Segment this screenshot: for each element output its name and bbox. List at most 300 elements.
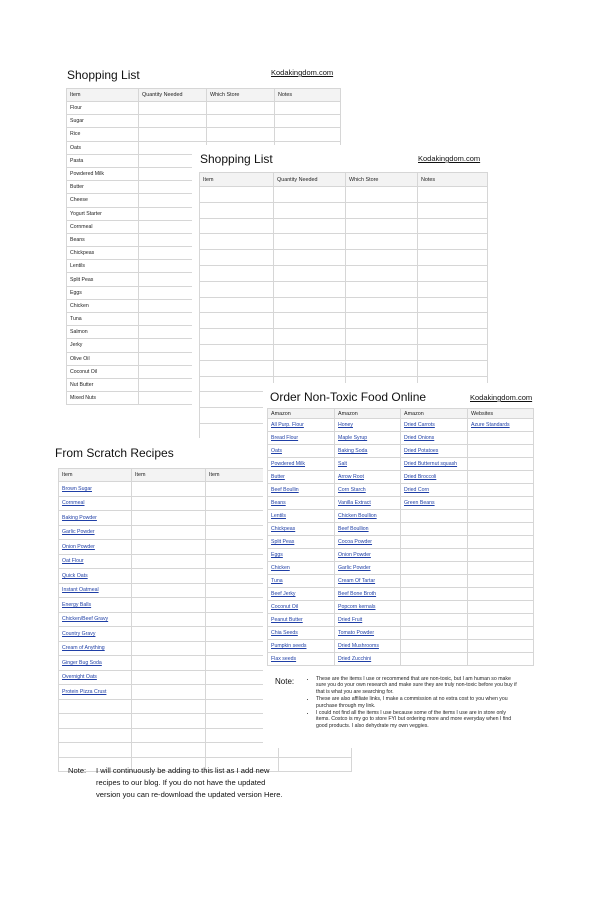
item-cell: Coconut Oil xyxy=(67,365,139,378)
item-cell: Split Peas xyxy=(67,273,139,286)
table-row xyxy=(268,432,534,445)
empty-cell xyxy=(275,128,341,141)
brand-link-2[interactable]: Kodakingdom.com xyxy=(418,154,481,163)
column-header: Amazon xyxy=(268,409,335,419)
table-row xyxy=(200,218,488,234)
empty-cell xyxy=(346,265,418,281)
product-link-cell-link[interactable]: Dried Corn xyxy=(404,487,430,493)
empty-cell xyxy=(418,344,488,360)
product-link-cell-link[interactable]: Baking Soda xyxy=(338,448,368,454)
empty-cell xyxy=(468,432,534,445)
product-link-cell-link[interactable]: Dried Onions xyxy=(404,435,435,441)
empty-cell xyxy=(200,360,274,376)
product-link-cell-link[interactable]: Corn Starch xyxy=(338,487,366,493)
empty-cell xyxy=(132,656,206,671)
product-link-cell[interactable] xyxy=(268,523,335,536)
product-link-cell-link[interactable]: Onion Powder xyxy=(338,552,371,558)
empty-cell xyxy=(418,202,488,218)
item-cell: Mixed Nuts xyxy=(67,392,139,405)
table-row xyxy=(268,484,534,497)
empty-cell xyxy=(274,250,346,266)
empty-cell xyxy=(468,640,534,653)
product-link-cell[interactable] xyxy=(268,653,335,666)
empty-cell xyxy=(401,653,468,666)
item-cell: Olive Oil xyxy=(67,352,139,365)
empty-cell xyxy=(132,496,206,511)
recipe-link-cell[interactable] xyxy=(59,670,132,685)
order-title: Order Non-Toxic Food Online xyxy=(270,390,427,404)
empty-cell xyxy=(468,601,534,614)
empty-cell xyxy=(200,250,274,266)
table-row xyxy=(200,187,488,203)
empty-cell xyxy=(418,250,488,266)
product-link-cell[interactable] xyxy=(268,614,335,627)
product-link-cell-link[interactable]: Chicken xyxy=(271,565,290,571)
table-row xyxy=(268,627,534,640)
product-link-cell[interactable] xyxy=(268,588,335,601)
item-cell: Sugar xyxy=(67,115,139,128)
table-row xyxy=(268,614,534,627)
recipe-link-cell-link[interactable]: Protein Pizza Crust xyxy=(62,688,107,695)
empty-cell xyxy=(418,265,488,281)
bottom-note-label: Note: xyxy=(68,766,87,775)
brand-link-3[interactable]: Kodakingdom.com xyxy=(470,393,533,402)
table-header-row xyxy=(200,173,488,187)
item-cell: Chickpeas xyxy=(67,247,139,260)
product-link-cell[interactable] xyxy=(468,419,534,432)
empty-cell xyxy=(59,743,132,758)
table-row xyxy=(200,329,488,345)
recipe-link-cell-link[interactable]: Cream of Anything xyxy=(62,645,105,652)
recipe-link-cell[interactable] xyxy=(59,540,132,555)
table-row xyxy=(268,601,534,614)
recipe-link-cell[interactable] xyxy=(59,511,132,526)
empty-cell xyxy=(346,187,418,203)
product-link-cell[interactable] xyxy=(268,458,335,471)
recipe-link-cell[interactable] xyxy=(59,583,132,598)
empty-cell xyxy=(200,344,274,360)
product-link-cell-link[interactable]: Oats xyxy=(271,448,282,454)
recipe-link-cell[interactable] xyxy=(59,641,132,656)
product-link-cell[interactable] xyxy=(401,432,468,445)
recipes-title: From Scratch Recipes xyxy=(55,446,174,460)
product-link-cell-link[interactable]: Dried Zucchini xyxy=(338,656,372,662)
table-row xyxy=(268,588,534,601)
product-link-cell[interactable] xyxy=(268,575,335,588)
product-link-cell[interactable] xyxy=(335,588,401,601)
product-link-cell[interactable] xyxy=(335,432,401,445)
column-header: Quantity Needed xyxy=(139,89,207,102)
empty-cell xyxy=(468,484,534,497)
product-link-cell[interactable] xyxy=(401,419,468,432)
product-link-cell-link[interactable]: Vanilla Extract xyxy=(338,500,371,506)
empty-cell xyxy=(200,329,274,345)
empty-cell xyxy=(401,640,468,653)
product-link-cell[interactable] xyxy=(335,627,401,640)
recipe-link-cell[interactable] xyxy=(59,482,132,497)
empty-cell xyxy=(274,313,346,329)
recipe-link-cell-link[interactable]: Cornmeal xyxy=(62,500,85,507)
recipe-link-cell-link[interactable]: Baking Powder xyxy=(62,514,97,521)
empty-cell xyxy=(139,128,207,141)
empty-cell xyxy=(279,757,352,772)
table-row xyxy=(268,458,534,471)
item-cell: Chicken xyxy=(67,299,139,312)
recipe-link-cell-link[interactable]: Ginger Bug Soda xyxy=(62,659,102,666)
empty-cell xyxy=(275,115,341,128)
table-row xyxy=(67,102,341,115)
table-row xyxy=(200,202,488,218)
product-link-cell-link[interactable]: Bread Flour xyxy=(271,435,299,441)
product-link-cell-link[interactable]: Lentils xyxy=(271,513,286,519)
product-link-cell-link[interactable]: Chia Seeds xyxy=(271,630,298,636)
empty-cell xyxy=(274,218,346,234)
empty-cell xyxy=(275,102,341,115)
empty-cell xyxy=(401,601,468,614)
empty-cell xyxy=(132,627,206,642)
bottom-note-line-1: I will continuously be adding to this list as I add new xyxy=(96,766,270,775)
table-row xyxy=(268,445,534,458)
bottom-note-line-2: recipes to our blog. If you do not have the updated xyxy=(96,778,266,787)
table-row xyxy=(268,471,534,484)
product-link-cell-link[interactable]: Butter xyxy=(271,474,285,480)
empty-cell xyxy=(468,497,534,510)
empty-cell xyxy=(132,685,206,700)
table-row xyxy=(200,313,488,329)
product-link-cell[interactable] xyxy=(401,471,468,484)
empty-cell xyxy=(132,743,206,758)
product-link-cell[interactable] xyxy=(268,536,335,549)
empty-cell xyxy=(132,583,206,598)
empty-cell xyxy=(418,360,488,376)
recipe-link-cell[interactable] xyxy=(59,554,132,569)
empty-cell xyxy=(346,234,418,250)
item-cell: Oats xyxy=(67,141,139,154)
product-link-cell-link[interactable]: Azure Standards xyxy=(471,422,510,428)
product-link-cell-link[interactable]: Dried Butternut squash xyxy=(404,461,458,467)
empty-cell xyxy=(207,102,275,115)
product-link-cell[interactable] xyxy=(335,536,401,549)
empty-cell xyxy=(468,458,534,471)
empty-cell xyxy=(401,562,468,575)
recipe-link-cell[interactable] xyxy=(59,685,132,700)
empty-cell xyxy=(132,699,206,714)
table-row xyxy=(268,575,534,588)
empty-cell xyxy=(274,187,346,203)
product-link-cell[interactable] xyxy=(268,497,335,510)
product-link-cell-link[interactable]: Eggs xyxy=(271,552,283,558)
note-item: • I could not find all the items I use because some of the items I use are in store only items. Costco is my go to store FYI but ordering more and more everyday when I find good products. I also dehydrate my own veggies. xyxy=(316,710,521,729)
column-header: Notes xyxy=(275,89,341,102)
empty-cell xyxy=(132,728,206,743)
empty-cell xyxy=(468,510,534,523)
product-link-cell[interactable] xyxy=(335,523,401,536)
empty-cell xyxy=(132,482,206,497)
product-link-cell-link[interactable]: Split Peas xyxy=(271,539,295,545)
product-link-cell-link[interactable]: Tomato Powder xyxy=(338,630,375,636)
product-link-cell[interactable] xyxy=(335,471,401,484)
empty-cell xyxy=(274,234,346,250)
item-cell: Butter xyxy=(67,181,139,194)
empty-cell xyxy=(200,281,274,297)
product-link-cell-link[interactable]: Salt xyxy=(338,461,347,467)
column-header: Notes xyxy=(418,173,488,187)
table-header-row xyxy=(67,89,341,102)
item-cell: Jerky xyxy=(67,339,139,352)
recipe-link-cell[interactable] xyxy=(59,612,132,627)
product-link-cell[interactable] xyxy=(401,497,468,510)
empty-cell xyxy=(468,562,534,575)
recipe-link-cell[interactable] xyxy=(59,569,132,584)
product-link-cell[interactable] xyxy=(268,484,335,497)
table-row xyxy=(268,419,534,432)
order-card xyxy=(263,383,548,748)
note-item: • These are also affiliate links, I make a commission at no extra cost to you when you purchase through my link. xyxy=(316,696,521,709)
empty-cell xyxy=(132,525,206,540)
product-link-cell-link[interactable]: Beef Boullin xyxy=(271,487,299,493)
column-header: Amazon xyxy=(401,409,468,419)
table-row xyxy=(200,234,488,250)
empty-cell xyxy=(401,614,468,627)
product-link-cell-link[interactable]: Chickpeas xyxy=(271,526,296,532)
table-row xyxy=(200,344,488,360)
empty-cell xyxy=(401,523,468,536)
empty-cell xyxy=(401,549,468,562)
product-link-cell[interactable] xyxy=(268,445,335,458)
product-link-cell-link[interactable]: Chicken Boullion xyxy=(338,513,377,519)
empty-cell xyxy=(418,281,488,297)
brand-link-1[interactable]: Kodakingdom.com xyxy=(271,68,334,77)
product-link-cell-link[interactable]: Beef Jerky xyxy=(271,591,296,597)
item-cell: Yogurt Starter xyxy=(67,207,139,220)
empty-cell xyxy=(468,627,534,640)
product-link-cell-link[interactable]: Maple Syrup xyxy=(338,435,368,441)
item-cell: Nut Butter xyxy=(67,378,139,391)
product-link-cell[interactable] xyxy=(335,601,401,614)
product-link-cell-link[interactable]: Popcorn kernals xyxy=(338,604,376,610)
table-header-row xyxy=(268,409,534,419)
product-link-cell-link[interactable]: Beef Bone Broth xyxy=(338,591,377,597)
table-row xyxy=(268,497,534,510)
empty-cell xyxy=(468,549,534,562)
empty-cell xyxy=(346,297,418,313)
empty-cell xyxy=(200,313,274,329)
empty-cell xyxy=(132,641,206,656)
product-link-cell-link[interactable]: Peanut Butter xyxy=(271,617,303,623)
empty-cell xyxy=(132,670,206,685)
empty-cell xyxy=(401,575,468,588)
recipe-link-cell[interactable] xyxy=(59,627,132,642)
item-cell: Powdered Milk xyxy=(67,167,139,180)
empty-cell xyxy=(346,202,418,218)
product-link-cell[interactable] xyxy=(268,510,335,523)
product-link-cell-link[interactable]: Cocoa Powder xyxy=(338,539,373,545)
product-link-cell-link[interactable]: All Purp. Flour xyxy=(271,422,304,428)
product-link-cell[interactable] xyxy=(268,471,335,484)
empty-cell xyxy=(200,297,274,313)
empty-cell xyxy=(346,329,418,345)
empty-cell xyxy=(139,102,207,115)
table-row xyxy=(200,250,488,266)
product-link-cell[interactable] xyxy=(335,419,401,432)
empty-cell xyxy=(200,218,274,234)
recipe-link-cell[interactable] xyxy=(59,496,132,511)
shopping-list-title-1: Shopping List xyxy=(67,68,140,82)
product-link-cell-link[interactable]: Beef Boullion xyxy=(338,526,369,532)
empty-cell xyxy=(346,281,418,297)
product-link-cell[interactable] xyxy=(268,562,335,575)
recipe-link-cell-link[interactable]: Brown Sugar xyxy=(62,485,92,492)
column-header: Amazon xyxy=(335,409,401,419)
product-link-cell[interactable] xyxy=(401,445,468,458)
product-link-cell[interactable] xyxy=(268,419,335,432)
item-cell: Beans xyxy=(67,233,139,246)
item-cell: Pasta xyxy=(67,154,139,167)
note-item: • These are the items I use or recommend that are non-toxic, but I am human so make sure you do your own research and make sure they are truly non-toxic before you buy if that is what you are searching for. xyxy=(316,676,521,695)
table-row xyxy=(200,297,488,313)
product-link-cell[interactable] xyxy=(335,614,401,627)
product-link-cell[interactable] xyxy=(268,640,335,653)
product-link-cell[interactable] xyxy=(335,510,401,523)
empty-cell xyxy=(59,699,132,714)
empty-cell xyxy=(274,281,346,297)
product-link-cell-link[interactable]: Tuna xyxy=(271,578,283,584)
empty-cell xyxy=(418,297,488,313)
empty-cell xyxy=(346,344,418,360)
product-link-cell[interactable] xyxy=(268,627,335,640)
empty-cell xyxy=(401,510,468,523)
empty-cell xyxy=(468,523,534,536)
item-cell: Cornmeal xyxy=(67,220,139,233)
order-note-list xyxy=(307,676,521,730)
product-link-cell[interactable] xyxy=(335,458,401,471)
column-header: Item xyxy=(200,173,274,187)
product-link-cell-link[interactable]: Garlic Powder xyxy=(338,565,371,571)
item-cell: Cheese xyxy=(67,194,139,207)
product-link-cell-link[interactable]: Cream Of Tartar xyxy=(338,578,376,584)
empty-cell xyxy=(418,187,488,203)
table-row xyxy=(268,510,534,523)
product-link-cell-link[interactable]: Dried Fruit xyxy=(338,617,363,623)
table-row xyxy=(268,640,534,653)
product-link-cell-link[interactable]: Arrow Root xyxy=(338,474,364,480)
product-link-cell-link[interactable]: Beans xyxy=(271,500,286,506)
item-cell: Rice xyxy=(67,128,139,141)
empty-cell xyxy=(132,511,206,526)
table-row xyxy=(67,128,341,141)
recipe-link-cell-link[interactable]: Country Gravy xyxy=(62,630,96,637)
empty-cell xyxy=(418,218,488,234)
product-link-cell[interactable] xyxy=(335,640,401,653)
product-link-cell-link[interactable]: Powdered Milk xyxy=(271,461,306,467)
product-link-cell[interactable] xyxy=(268,432,335,445)
product-link-cell[interactable] xyxy=(335,575,401,588)
empty-cell xyxy=(468,653,534,666)
product-link-cell-link[interactable]: Dried Carrots xyxy=(404,422,435,428)
product-link-cell[interactable] xyxy=(335,484,401,497)
empty-cell xyxy=(200,234,274,250)
product-link-cell-link[interactable]: Coconut Oil xyxy=(271,604,299,610)
empty-cell xyxy=(468,575,534,588)
empty-cell xyxy=(274,202,346,218)
product-link-cell-link[interactable]: Green Beans xyxy=(404,500,435,506)
column-header: Item xyxy=(67,89,139,102)
empty-cell xyxy=(139,115,207,128)
empty-cell xyxy=(401,536,468,549)
empty-cell xyxy=(274,360,346,376)
product-link-cell-link[interactable]: Dried Mushrooms xyxy=(338,643,379,649)
product-link-cell[interactable] xyxy=(335,497,401,510)
empty-cell xyxy=(274,265,346,281)
empty-cell xyxy=(59,728,132,743)
empty-cell xyxy=(274,329,346,345)
recipe-link-cell-link[interactable]: Overnight Oats xyxy=(62,674,97,681)
product-link-cell[interactable] xyxy=(335,562,401,575)
product-link-cell[interactable] xyxy=(335,549,401,562)
recipe-link-cell-link[interactable]: Oat Flour xyxy=(62,558,84,565)
column-header: Quantity Needed xyxy=(274,173,346,187)
item-cell: Eggs xyxy=(67,286,139,299)
recipe-link-cell-link[interactable]: Garlic Powder xyxy=(62,529,95,536)
empty-cell xyxy=(346,250,418,266)
empty-cell xyxy=(132,612,206,627)
empty-cell xyxy=(418,329,488,345)
product-link-cell-link[interactable]: Flax seeds xyxy=(271,656,297,662)
empty-cell xyxy=(200,265,274,281)
empty-cell xyxy=(200,187,274,203)
product-link-cell-link[interactable]: Pumpkin seeds xyxy=(271,643,307,649)
recipe-link-cell[interactable] xyxy=(59,656,132,671)
order-note-label: Note: xyxy=(275,677,295,686)
recipe-link-cell-link[interactable]: Instant Oatmeal xyxy=(62,587,99,594)
item-cell: Salmon xyxy=(67,326,139,339)
product-link-cell[interactable] xyxy=(268,601,335,614)
shopping-list-title-2: Shopping List xyxy=(200,152,273,166)
product-link-cell[interactable] xyxy=(401,484,468,497)
product-link-cell[interactable] xyxy=(268,549,335,562)
table-row xyxy=(268,523,534,536)
empty-cell xyxy=(468,588,534,601)
recipe-link-cell-link[interactable]: Onion Powder xyxy=(62,543,95,550)
table-row xyxy=(200,360,488,376)
empty-cell xyxy=(401,627,468,640)
product-link-cell[interactable] xyxy=(401,458,468,471)
table-row xyxy=(268,549,534,562)
empty-cell xyxy=(132,569,206,584)
recipe-link-cell[interactable] xyxy=(59,598,132,613)
column-header: Item xyxy=(132,469,206,482)
column-header: Which Store xyxy=(207,89,275,102)
product-link-cell-link[interactable]: Dried Potatoes xyxy=(404,448,439,454)
empty-cell xyxy=(207,128,275,141)
product-link-cell-link[interactable]: Honey xyxy=(338,422,353,428)
table-row xyxy=(67,115,341,128)
recipe-link-cell-link[interactable]: Energy Balls xyxy=(62,601,92,608)
empty-cell xyxy=(346,360,418,376)
order-table xyxy=(267,408,534,666)
recipe-link-cell-link[interactable]: Quick Oats xyxy=(62,572,88,579)
table-row xyxy=(268,536,534,549)
column-header: Item xyxy=(206,469,279,482)
product-link-cell[interactable] xyxy=(335,653,401,666)
recipe-link-cell-link[interactable]: Chicken/Beef Gravy xyxy=(62,616,109,623)
item-cell: Tuna xyxy=(67,313,139,326)
empty-cell xyxy=(59,714,132,729)
recipe-link-cell[interactable] xyxy=(59,525,132,540)
product-link-cell[interactable] xyxy=(335,445,401,458)
product-link-cell-link[interactable]: Dried Broccoli xyxy=(404,474,437,480)
table-row xyxy=(268,653,534,666)
